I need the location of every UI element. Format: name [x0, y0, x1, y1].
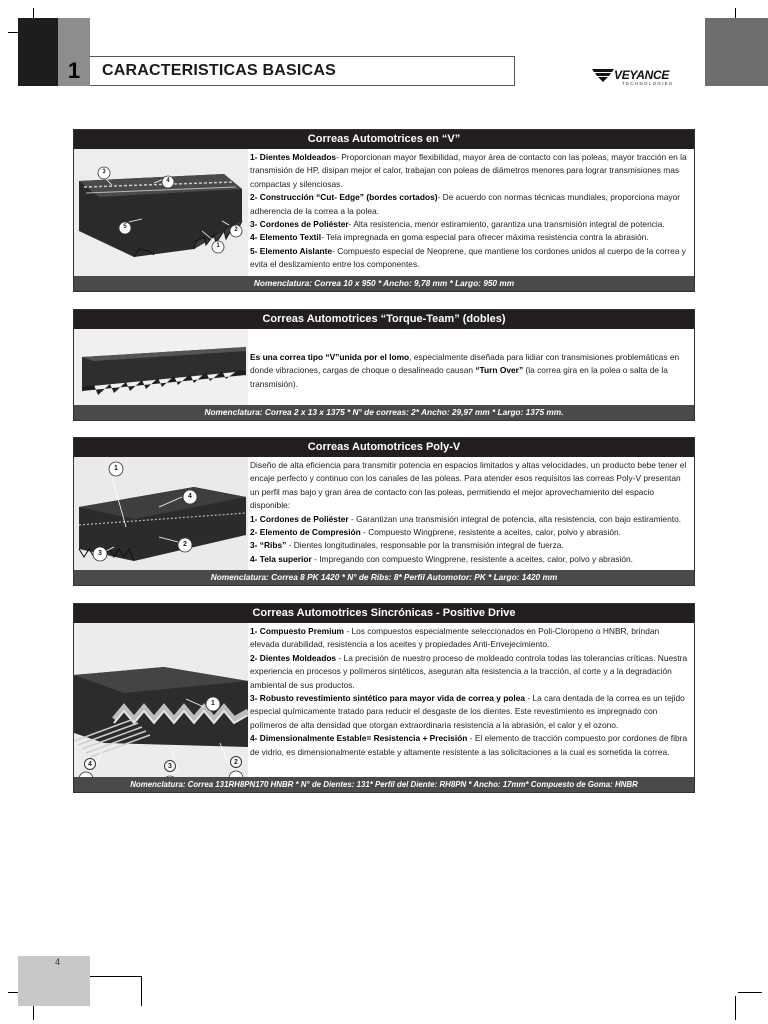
logo-text: VEYANCE [614, 68, 670, 82]
poly-v-belt-image [74, 457, 248, 570]
section-poly-v [73, 437, 695, 586]
item-paragraph: 4- Tela superior - Impregando con compuesto Wingprene, resistente a aceites, calor, polvo y abrasión. [250, 553, 633, 564]
chapter-tab-dark [18, 18, 58, 86]
veyance-logo [592, 68, 684, 88]
crop-mark [738, 992, 762, 993]
item-paragraph: 1- Cordones de Poliéster - Garantizan una transmisión integral de potencia, alta resistencia, con bajo estiramiento. [250, 513, 682, 524]
item-paragraph: 1- Dientes Moldeados- Proporcionan mayor flexibilidad, mayor área de contacto con las poleas, mayor tracción en la transmisión de HP, disipan mejor el calor, trabajan con poleas de diámetros menores para lograr transmisiones mas compactas y silenciosas. [250, 152, 687, 189]
section-synchronous [73, 603, 695, 793]
section-footer: Nomenclatura: Correa 10 x 950 * Ancho: 9,78 mm * Largo: 950 mm [74, 276, 694, 291]
callout-2: 2 [183, 541, 187, 548]
callout-4: 4 [188, 493, 192, 500]
item-paragraph: 1- Compuesto Premium - Los compuestos especialmente seleccionados en Poli-Cloropeno o HNBR, brindan elevada durabilidad, resistencia a los aceites y propiedades Anti-Envejecimiento. [250, 626, 660, 650]
corner-block [705, 18, 768, 86]
section-v-belts [73, 129, 695, 292]
page-title: CARACTERISTICAS BASICAS [102, 62, 336, 79]
item-paragraph: 3- “Ribs” - Dientes longitudinales, responsable por la transmisión integral de fuerza. [250, 540, 564, 551]
callout-1: 1 [216, 243, 220, 249]
callout-5: 5 [123, 224, 127, 230]
chapter-number: 1 [67, 58, 81, 83]
callout-2: 2 [234, 227, 238, 233]
item-paragraph: Es una correa tipo “V”unida por el lomo, especialmente diseñada para lidiar con transmisiones problemáticas en donde vibraciones, cargas de choque o desalineado causan “Turn Over” (la correa gira en la polea o salta de la transmisión). [250, 352, 680, 389]
section-text [250, 625, 690, 759]
section-text [250, 151, 690, 272]
page-title-box [90, 56, 515, 86]
section-footer: Nomenclatura: Correa 131RH8PN170 HNBR * N° de Dientes: 131* Perfil del Diente: RH8PN * Ancho: 17mm* Compuesto de Goma: HNBR [74, 777, 694, 792]
section-body [74, 149, 694, 276]
section-footer: Nomenclatura: Correa 2 x 13 x 1375 * N° de correas: 2* Ancho: 29,97 mm * Largo: 1375 mm. [74, 405, 694, 420]
item-paragraph: 2- Construcción “Cut- Edge” (bordes cortados)- De acuerdo con normas técnicas mundiales, proporciona mayor adherencia de la correa a la polea. [250, 192, 681, 216]
section-title: Correas Automotrices Sincrónicas - Positive Drive [74, 604, 694, 623]
callout-4: 4 [84, 758, 96, 770]
callout-1: 1 [114, 465, 118, 472]
item-paragraph: 2- Dientes Moldeados - La precisión de nuestro proceso de moldeado controla todas las tolerancias críticas. Nuestra experiencia en procesos y polímeros sintéticos, aseguran alta resistencia a la tracción, al corte y a la degradación ambiental de sus productos. [250, 652, 688, 690]
section-text [250, 351, 690, 391]
item-paragraph: 5- Elemento Aislante- Compuesto especial de Neoprene, que mantiene los cordones unidos al cuerpo de la correa y evita el deslizamiento entre los componentes. [250, 245, 686, 270]
section-text [250, 459, 690, 566]
callout-1: 1 [211, 700, 215, 707]
callout-row [74, 754, 248, 774]
section-title: Correas Automotrices Poly-V [74, 438, 694, 457]
footer-rule [90, 976, 142, 977]
item-paragraph: 2- Elemento de Compresión - Compuesto Wingprene, resistente a aceites, calor, polvo y abrasión. [250, 527, 621, 538]
callout-3: 3 [164, 760, 176, 772]
footer-rule-vertical [141, 976, 142, 1006]
callout-3: 3 [98, 550, 102, 557]
section-body [74, 457, 694, 570]
section-footer: Nomenclatura: Correa 8 PK 1420 * N° de Ribs: 8* Perfil Automotor: PK * Largo: 1420 mm [74, 570, 694, 585]
item-paragraph: 3- Cordones de Poliéster- Alta resistencia, menor estiramiento, garantiza una transmisión integral de potencia. [250, 219, 665, 230]
callout-4: 4 [166, 178, 170, 184]
section-title: Correas Automotrices “Torque-Team” (dobles) [74, 310, 694, 329]
logo-subtitle: TECHNOLOGIES [622, 81, 674, 86]
item-paragraph: 3- Robusto revestimiento sintético para mayor vida de correa y polea - La cara dentada de la correa es un tejido especial químicamente tratado para reducir el desgaste de los dientes. Este revestimiento es impregnado con polímeros de alta densidad que otorgan extraordinaria resistencia a la abrasión, el calor y el ozono. [250, 693, 685, 730]
page-number-tab [18, 956, 90, 1006]
callout-2: 2 [230, 756, 242, 768]
veyance-logo-icon [592, 68, 616, 82]
crop-mark [735, 996, 736, 1020]
item-paragraph: 4- Elemento Textil- Tela impregnada en goma especial para ofrecer máxima resistencia contra la abrasión. [250, 232, 649, 243]
torque-team-belt-image [74, 329, 248, 405]
v-belt-image [74, 149, 248, 276]
item-paragraph: Diseño de alta eficiencia para transmitir potencia en espacios limitados y altas velocidades, un producto bebe tener el encaje perfecto y continuo con los canales de las poleas. Para atender esos requisitos las correas Poly-V presentan un perfil mas bajo y gran área de contacto con las poleas, permitiendo el mejor aprovechamiento del espacio disponible: [250, 460, 687, 511]
section-body [74, 329, 694, 405]
section-torque-team [73, 309, 695, 421]
callout-3: 3 [102, 169, 106, 175]
item-paragraph: 4- Dimensionalmente Estable= Resistencia + Precisión - El elemento de tracción compuesto por cordones de fibra de vidrio, es dimensionalmente estable y altamente resistente a las solicitaciones a la cual es sometida la correa. [250, 733, 688, 757]
page-number: 4 [55, 957, 61, 967]
section-title: Correas Automotrices en “V” [74, 130, 694, 149]
